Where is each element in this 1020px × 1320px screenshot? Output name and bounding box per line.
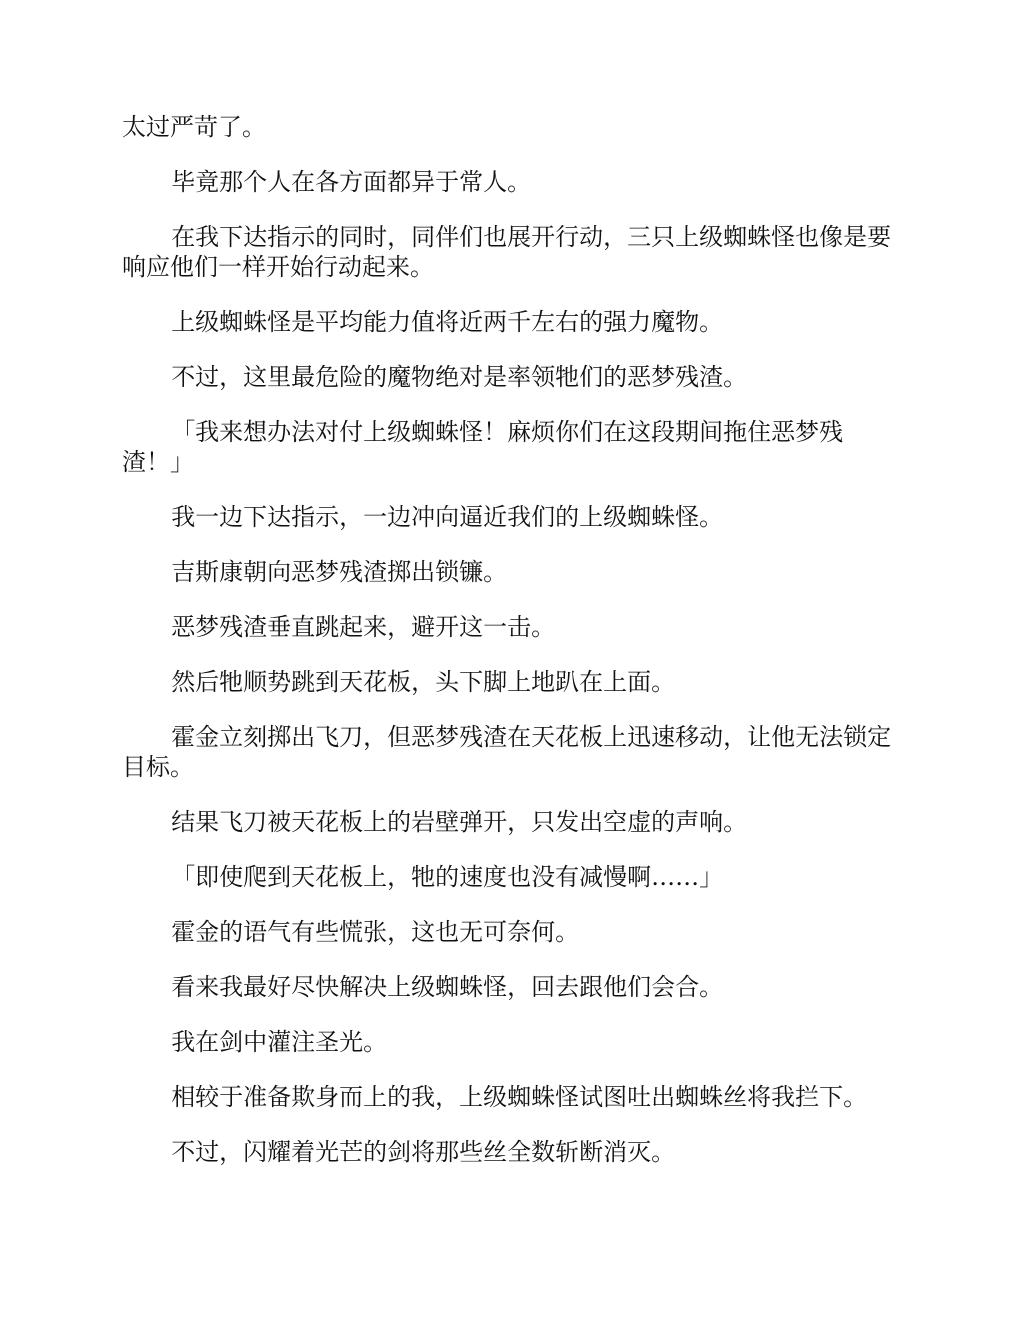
paragraph: 我一边下达指示，一边冲向逼近我们的上级蜘蛛怪。 — [171, 503, 724, 531]
paragraph: 太过严苛了。 — [122, 113, 266, 141]
paragraph: 毕竟那个人在各方面都异于常人。 — [171, 168, 532, 196]
document-body — [122, 112, 902, 1192]
paragraph: 吉斯康朝向恶梦残渣掷出锁镰。 — [171, 558, 508, 586]
paragraph: 我在剑中灌注圣光。 — [171, 1028, 388, 1056]
paragraph: 结果飞刀被天花板上的岩壁弹开，只发出空虚的声响。 — [171, 808, 748, 836]
paragraph: 然后牠顺势跳到天花板，头下脚上地趴在上面。 — [171, 668, 676, 696]
paragraph: 相较于准备欺身而上的我，上级蜘蛛怪试图吐出蜘蛛丝将我拦下。 — [171, 1083, 868, 1111]
paragraph: 「即使爬到天花板上，牠的速度也没有减慢啊……」 — [171, 863, 724, 891]
paragraph: 在我下达指示的同时，同伴们也展开行动，三只上级蜘蛛怪也像是要响应他们一样开始行动起来。 — [122, 223, 892, 281]
paragraph: 不过，这里最危险的魔物绝对是率领牠们的恶梦残渣。 — [171, 363, 748, 391]
paragraph: 恶梦残渣垂直跳起来，避开这一击。 — [171, 613, 556, 641]
paragraph: 看来我最好尽快解决上级蜘蛛怪，回去跟他们会合。 — [171, 973, 724, 1001]
paragraph: 霍金的语气有些慌张，这也无可奈何。 — [171, 918, 580, 946]
paragraph: 上级蜘蛛怪是平均能力值将近两千左右的强力魔物。 — [171, 308, 724, 336]
paragraph: 「我来想办法对付上级蜘蛛怪！麻烦你们在这段期间拖住恶梦残渣！」 — [122, 418, 844, 476]
paragraph: 不过，闪耀着光芒的剑将那些丝全数斩断消灭。 — [171, 1138, 676, 1166]
paragraph: 霍金立刻掷出飞刀，但恶梦残渣在天花板上迅速移动，让他无法锁定目标。 — [122, 723, 892, 781]
